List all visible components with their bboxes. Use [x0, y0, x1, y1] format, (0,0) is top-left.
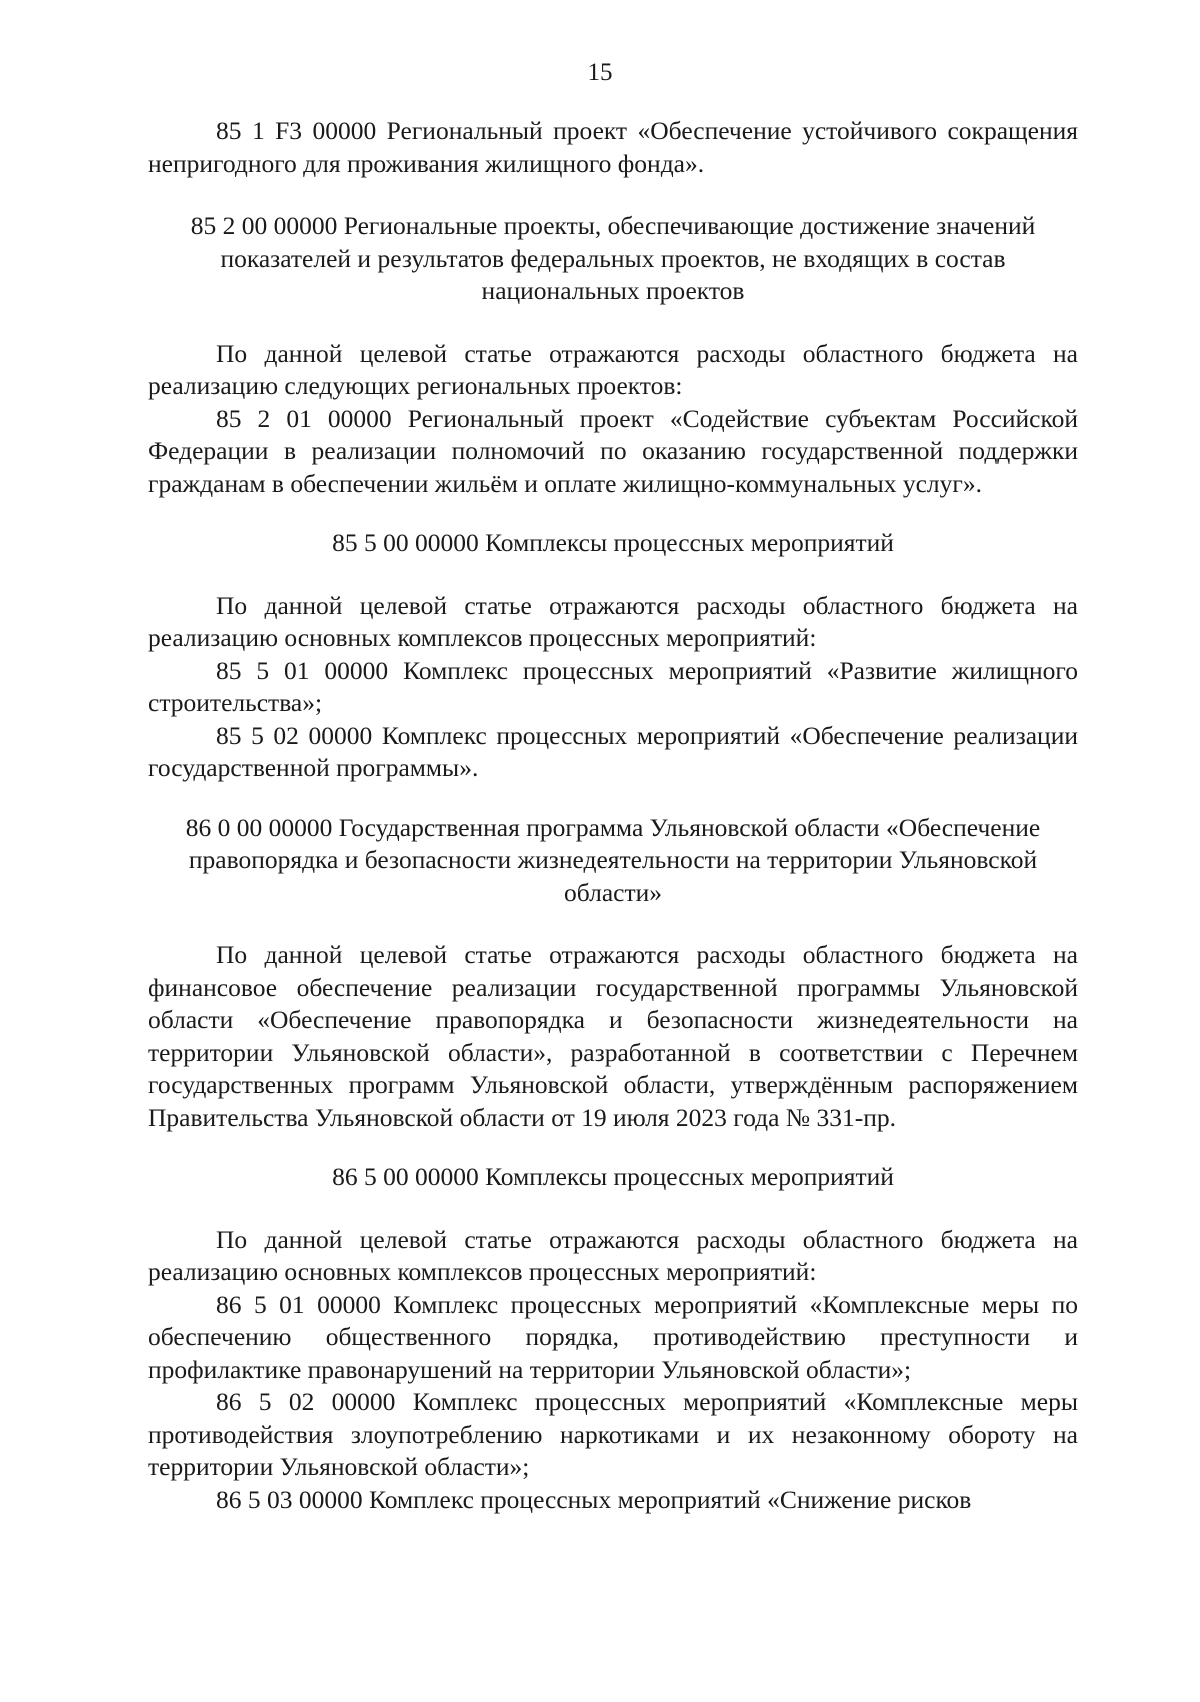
paragraph-85-5-intro: По данной целевой статье отражаются расходы областного бюджета на реализацию основных комплексов процессных мероприятий:: [148, 590, 1078, 652]
item-86-5-01: 86 5 01 00000 Комплекс процессных мероприятий «Комплексные меры по обеспечению общественного порядка, противодействию преступности и профилактике правонарушений на территории Ульяновской области»;: [148, 1289, 1078, 1384]
paragraph-86-0-intro: По данной целевой статье отражаются расходы областного бюджета на финансовое обеспечение реализации государственной программы Ульяновской области «Обеспечение правопорядка и безопасности жизнедеятельности на территории Ульяновской области», разработанной в соответствии с Перечнем государственных программ Ульяновской области, утверждённым распоряжением Правительства Ульяновской области от 19 июля 2023 года № 331-пр.: [148, 940, 1078, 1132]
heading-85-2-00: 85 2 00 00000 Региональные проекты, обеспечивающие достижение значений показателей и результатов федеральных проектов, не входящих в состав национальных проектов: [190, 211, 1036, 305]
item-86-5-03: 86 5 03 00000 Комплекс процессных мероприятий «Снижение рисков: [216, 1484, 972, 1514]
item-85-1-f3: 85 1 F3 00000 Региональный проект «Обеспечение устойчивого сокращения непригодного для проживания жилищного фонда».: [148, 116, 1078, 178]
item-85-5-01: 85 5 01 00000 Комплекс процессных мероприятий «Развитие жилищного строительства»;: [148, 655, 1078, 717]
item-85-5-02: 85 5 02 00000 Комплекс процессных мероприятий «Обеспечение реализации государственной программы».: [148, 720, 1078, 782]
document-body: [148, 115, 1078, 1516]
item-85-2-01: 85 2 01 00000 Региональный проект «Содействие субъектам Российской Федерации в реализации полномочий по оказанию государственной поддержки гражданам в обеспечении жильём и оплате жилищно-коммунальных услуг».: [148, 403, 1078, 498]
paragraph-85-2-intro: По данной целевой статье отражаются расходы областного бюджета на реализацию следующих региональных проектов:: [148, 338, 1078, 400]
page-number: 15: [587, 59, 613, 86]
paragraph-86-5-intro: По данной целевой статье отражаются расходы областного бюджета на реализацию основных комплексов процессных мероприятий:: [148, 1224, 1078, 1286]
heading-86-0-00: 86 0 00 00000 Государственная программа Ульяновской области «Обеспечение правопорядка и безопасности жизнедеятельности на территории Ульяновской области»: [185, 812, 1041, 907]
heading-85-5-00: 85 5 00 00000 Комплексы процессных мероприятий: [332, 528, 894, 557]
heading-86-5-00: 86 5 00 00000 Комплексы процессных мероприятий: [332, 1162, 894, 1191]
item-86-5-02: 86 5 02 00000 Комплекс процессных мероприятий «Комплексные меры противодействия злоупотреблению наркотиками и их незаконному обороту на территории Ульяновской области»;: [148, 1387, 1078, 1481]
